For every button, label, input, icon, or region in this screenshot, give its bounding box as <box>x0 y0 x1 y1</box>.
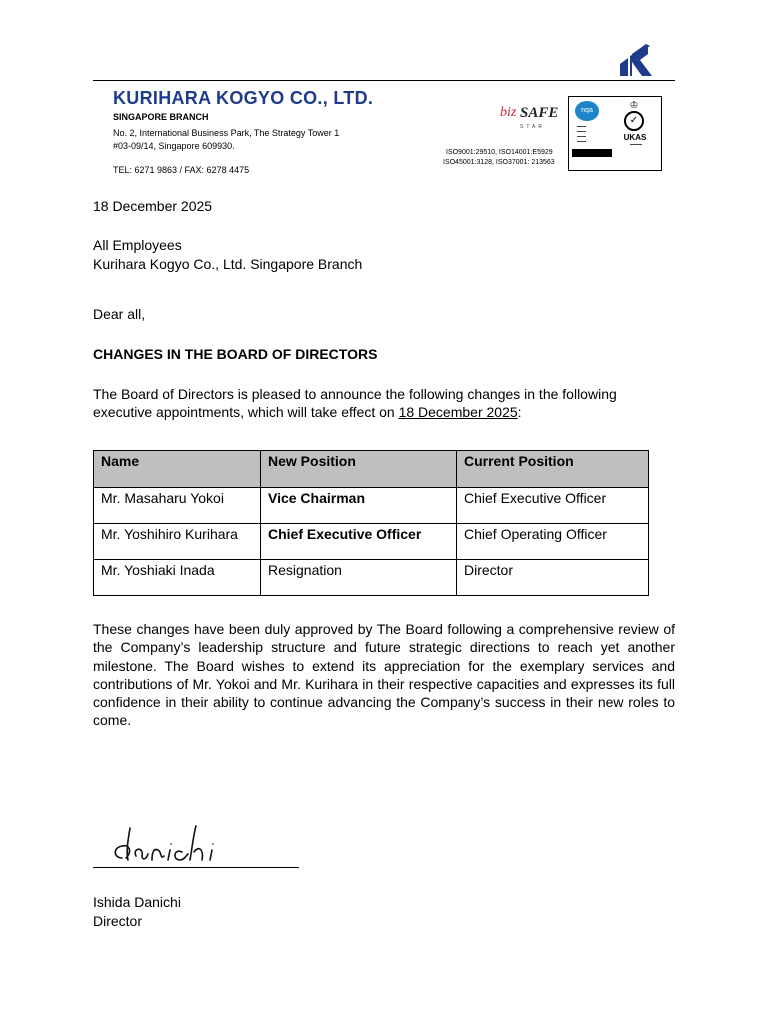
cell-current-position: Chief Operating Officer <box>457 524 649 560</box>
appointments-table <box>93 450 649 596</box>
cell-current-position: Director <box>457 560 649 596</box>
closing-paragraph: These changes have been duly approved by The Board following a comprehensive review of the Company’s leadership structure and future strategic directions to reach yet another milestone. The Board wishes to extend its appreciation for the exemplary services and contributions of Mr. Yokoi and Mr. Kurihara in their respective capacities and expresses its full confidence in their ability to continue advancing the Company’s success in their new roles to come. <box>93 621 675 729</box>
intro-line-2-prefix: executive appointments, which will take effect on <box>93 404 399 420</box>
checkmark-icon: ✓ <box>624 111 644 131</box>
nqa-logo: nqa <box>575 101 599 121</box>
branch-name: SINGAPORE BRANCH <box>113 112 209 122</box>
bizsafe-star-text: STAR <box>520 124 545 130</box>
cell-new-position: Chief Executive Officer <box>261 524 457 560</box>
recipient-line-2: Kurihara Kogyo Co., Ltd. Singapore Branch <box>93 256 363 272</box>
contact-numbers: TEL: 6271 9863 / FAX: 6278 4475 <box>113 165 250 175</box>
letter-heading: CHANGES IN THE BOARD OF DIRECTORS <box>93 346 378 362</box>
signature-line <box>93 867 299 868</box>
crown-icon: ♔ <box>629 100 639 111</box>
salutation: Dear all, <box>93 306 146 322</box>
letter-date: 18 December 2025 <box>93 198 213 214</box>
bizsafe-biz-text: biz <box>500 105 517 120</box>
company-name: KURIHARA KOGYO CO., LTD. <box>113 88 374 108</box>
address-line-1: No. 2, International Business Park, The Strategy Tower 1 <box>113 128 340 138</box>
address-line-2: #03-09/14, Singapore 609930. <box>113 141 235 151</box>
cell-name: Mr. Yoshihiro Kurihara <box>94 524 261 560</box>
intro-line-1: The Board of Directors is pleased to announce the following changes in the following <box>93 386 617 402</box>
recipient-line-1: All Employees <box>93 237 182 253</box>
cell-name: Mr. Masaharu Yokoi <box>94 488 261 524</box>
header-new-position: New Position <box>261 451 457 488</box>
bizsafe-logo <box>500 103 560 135</box>
table-row <box>94 488 649 524</box>
ukas-label: UKAS <box>623 133 647 142</box>
certification-badge <box>568 96 662 171</box>
header-name: Name <box>94 451 261 488</box>
company-logo <box>618 40 662 78</box>
iso-certifications-line-1: ISO9001:29510, ISO14001:E5929 <box>446 149 553 156</box>
integrated-management-bar <box>572 149 612 157</box>
iso-certifications-line-2: ISO45001:3128, ISO37001: 213563 <box>443 159 555 166</box>
letterhead-divider <box>93 80 675 81</box>
cell-current-position: Chief Executive Officer <box>457 488 649 524</box>
signatory-title: Director <box>93 913 143 929</box>
nqa-standards-list-icon: ▬▬▬ ▬▬▬ ▬▬▬ ▬▬▬ <box>577 124 586 143</box>
ukas-subtext-icon: ▬▬▬▬ <box>630 142 642 146</box>
intro-line-2-suffix: : <box>517 404 522 420</box>
cell-name: Mr. Yoshiaki Inada <box>94 560 261 596</box>
effective-date: 18 December 2025 <box>398 404 518 420</box>
signatory-name: Ishida Danichi <box>93 894 181 910</box>
table-row <box>94 560 649 596</box>
cell-new-position: Vice Chairman <box>261 488 457 524</box>
intro-line-2 <box>93 404 522 420</box>
bizsafe-safe-text: SAFE <box>520 105 559 121</box>
table-header-row <box>94 451 649 488</box>
handwritten-signature <box>108 822 268 867</box>
cell-new-position: Resignation <box>261 560 457 596</box>
header-current-position: Current Position <box>457 451 649 488</box>
table-row <box>94 524 649 560</box>
